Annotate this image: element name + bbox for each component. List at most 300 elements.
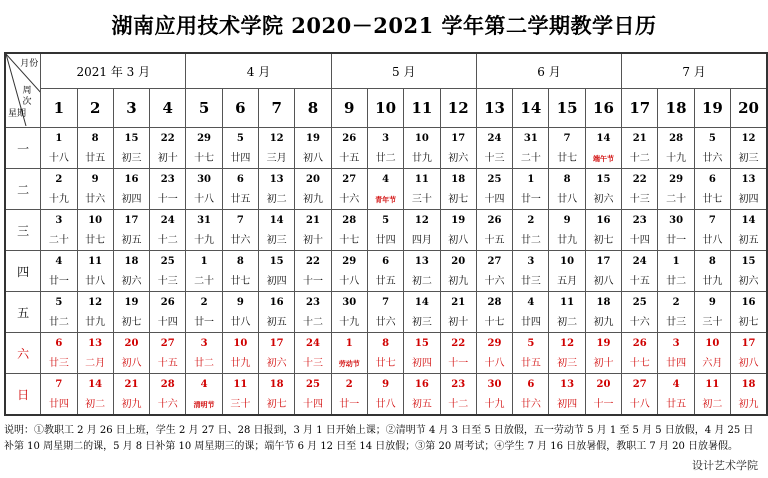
lunar-date: 十四 bbox=[302, 398, 323, 410]
lunar-date: 廿四 bbox=[375, 234, 396, 246]
lunar-date: 廿二 bbox=[666, 275, 687, 287]
gregorian-date: 17 bbox=[451, 132, 466, 144]
lunar-date: 初十 bbox=[593, 357, 614, 369]
day-cell bbox=[222, 128, 258, 169]
lunar-date: 廿八 bbox=[702, 234, 723, 246]
day-cell bbox=[658, 292, 694, 333]
day-cell bbox=[513, 210, 549, 251]
gregorian-date: 7 bbox=[236, 214, 244, 226]
lunar-date: 廿二 bbox=[375, 152, 396, 164]
gregorian-date: 15 bbox=[596, 173, 611, 185]
gregorian-date: 13 bbox=[414, 255, 429, 267]
day-cell bbox=[731, 169, 767, 210]
day-cell bbox=[222, 210, 258, 251]
lunar-date: 十九 bbox=[484, 398, 505, 410]
day-cell bbox=[331, 374, 367, 416]
lunar-date: 初四 bbox=[738, 193, 759, 205]
day-cell bbox=[658, 210, 694, 251]
lunar-date: 初六 bbox=[121, 275, 142, 287]
day-cell bbox=[222, 292, 258, 333]
gregorian-date: 22 bbox=[306, 255, 320, 267]
festival-label: 清明节 bbox=[193, 399, 215, 409]
lunar-date: 二十 bbox=[194, 275, 215, 287]
gregorian-date: 21 bbox=[632, 132, 647, 144]
gregorian-date: 15 bbox=[269, 255, 284, 267]
gregorian-date: 23 bbox=[632, 214, 647, 226]
day-cell bbox=[295, 210, 331, 251]
day-cell bbox=[658, 128, 694, 169]
lunar-date: 初二 bbox=[702, 398, 723, 410]
gregorian-date: 9 bbox=[708, 296, 716, 308]
day-cell bbox=[77, 210, 113, 251]
lunar-date: 廿七 bbox=[557, 152, 578, 164]
lunar-date: 初四 bbox=[411, 357, 432, 369]
lunar-date: 初九 bbox=[448, 275, 469, 287]
gregorian-date: 6 bbox=[527, 378, 535, 390]
day-cell bbox=[186, 374, 222, 416]
lunar-date: 十二 bbox=[629, 152, 650, 164]
day-cell bbox=[150, 333, 186, 374]
gregorian-date: 4 bbox=[382, 173, 390, 185]
lunar-date: 十二 bbox=[448, 398, 469, 410]
day-cell bbox=[404, 169, 440, 210]
lunar-date: 廿五 bbox=[666, 398, 687, 410]
day-cell bbox=[77, 292, 113, 333]
lunar-date: 廿七 bbox=[230, 275, 251, 287]
day-cell bbox=[440, 128, 476, 169]
day-cell bbox=[731, 210, 767, 251]
day-cell bbox=[295, 374, 331, 416]
lunar-date: 初五 bbox=[266, 316, 287, 328]
lunar-date: 初八 bbox=[302, 152, 323, 164]
day-cell bbox=[476, 169, 512, 210]
lunar-date: 十六 bbox=[339, 193, 360, 205]
gregorian-date: 26 bbox=[487, 214, 502, 226]
lunar-date: 初二 bbox=[85, 398, 106, 410]
month-header: 5 月 bbox=[331, 53, 476, 89]
gregorian-date: 5 bbox=[527, 337, 535, 349]
day-cell bbox=[367, 333, 403, 374]
gregorian-date: 21 bbox=[306, 214, 320, 226]
lunar-date: 四月 bbox=[411, 234, 432, 246]
lunar-date: 十五 bbox=[339, 152, 360, 164]
day-cell bbox=[259, 128, 295, 169]
day-cell bbox=[622, 333, 658, 374]
gregorian-date: 28 bbox=[342, 214, 357, 226]
lunar-date: 廿二 bbox=[520, 234, 541, 246]
weekday-label: 二 bbox=[5, 169, 41, 210]
lunar-date: 廿五 bbox=[375, 275, 396, 287]
weekday-label: 日 bbox=[5, 374, 41, 416]
day-cell bbox=[549, 128, 585, 169]
lunar-date: 廿三 bbox=[666, 316, 687, 328]
day-cell bbox=[694, 128, 730, 169]
day-cell bbox=[549, 169, 585, 210]
lunar-date: 十一 bbox=[157, 193, 178, 205]
lunar-date: 初四 bbox=[266, 275, 287, 287]
gregorian-date: 14 bbox=[596, 132, 611, 144]
gregorian-date: 12 bbox=[269, 132, 284, 144]
gregorian-date: 27 bbox=[342, 173, 357, 185]
gregorian-date: 24 bbox=[487, 132, 502, 144]
day-cell bbox=[222, 251, 258, 292]
lunar-date: 初四 bbox=[557, 398, 578, 410]
day-cell bbox=[731, 374, 767, 416]
gregorian-date: 28 bbox=[669, 132, 684, 144]
lunar-date: 十六 bbox=[629, 316, 650, 328]
gregorian-date: 6 bbox=[236, 173, 244, 185]
lunar-date: 廿八 bbox=[230, 316, 251, 328]
gregorian-date: 29 bbox=[487, 337, 502, 349]
gregorian-date: 29 bbox=[669, 173, 684, 185]
weekday-row bbox=[5, 333, 767, 374]
day-cell bbox=[549, 210, 585, 251]
gregorian-date: 20 bbox=[306, 173, 320, 185]
day-cell bbox=[549, 292, 585, 333]
lunar-date: 十二 bbox=[157, 234, 178, 246]
day-cell bbox=[41, 251, 77, 292]
gregorian-date: 23 bbox=[451, 378, 466, 390]
gregorian-date: 30 bbox=[197, 173, 212, 185]
gregorian-date: 19 bbox=[451, 214, 466, 226]
weekday-row bbox=[5, 251, 767, 292]
gregorian-date: 23 bbox=[160, 173, 175, 185]
week-number: 7 bbox=[259, 89, 295, 128]
lunar-date: 初五 bbox=[738, 234, 759, 246]
day-cell bbox=[41, 292, 77, 333]
lunar-date: 十八 bbox=[484, 357, 505, 369]
gregorian-date: 24 bbox=[160, 214, 175, 226]
day-cell bbox=[404, 292, 440, 333]
lunar-date: 初九 bbox=[593, 316, 614, 328]
gregorian-date: 2 bbox=[345, 378, 353, 390]
gregorian-date: 21 bbox=[124, 378, 139, 390]
gregorian-date: 4 bbox=[200, 378, 208, 390]
day-cell bbox=[186, 210, 222, 251]
gregorian-date: 21 bbox=[451, 296, 466, 308]
gregorian-date: 25 bbox=[306, 378, 320, 390]
day-cell bbox=[513, 128, 549, 169]
corner-week-label: 周次 bbox=[22, 86, 32, 107]
day-cell bbox=[404, 333, 440, 374]
lunar-date: 廿六 bbox=[85, 193, 106, 205]
day-cell bbox=[331, 292, 367, 333]
day-cell bbox=[440, 251, 476, 292]
gregorian-date: 11 bbox=[560, 296, 575, 308]
day-cell bbox=[77, 251, 113, 292]
lunar-date: 廿三 bbox=[520, 275, 541, 287]
lunar-date: 十六 bbox=[484, 275, 505, 287]
gregorian-date: 3 bbox=[672, 337, 680, 349]
day-cell bbox=[331, 251, 367, 292]
gregorian-date: 13 bbox=[88, 337, 103, 349]
day-cell bbox=[367, 128, 403, 169]
lunar-date: 廿一 bbox=[194, 316, 215, 328]
day-cell bbox=[186, 251, 222, 292]
day-cell bbox=[694, 251, 730, 292]
week-number: 13 bbox=[476, 89, 512, 128]
lunar-date: 初六 bbox=[738, 275, 759, 287]
gregorian-date: 28 bbox=[487, 296, 502, 308]
festival-label: 青年节 bbox=[375, 194, 397, 204]
day-cell bbox=[585, 333, 621, 374]
gregorian-date: 8 bbox=[236, 255, 244, 267]
week-number: 17 bbox=[622, 89, 658, 128]
day-cell bbox=[113, 374, 149, 416]
gregorian-date: 15 bbox=[741, 255, 756, 267]
gregorian-date: 26 bbox=[632, 337, 647, 349]
day-cell bbox=[367, 374, 403, 416]
gregorian-date: 24 bbox=[306, 337, 320, 349]
week-number: 15 bbox=[549, 89, 585, 128]
day-cell bbox=[404, 128, 440, 169]
corner-month-label: 月份 bbox=[20, 59, 39, 69]
gregorian-date: 18 bbox=[451, 173, 466, 185]
day-cell bbox=[150, 169, 186, 210]
gregorian-date: 22 bbox=[160, 132, 175, 144]
lunar-date: 十四 bbox=[157, 316, 178, 328]
gregorian-date: 20 bbox=[596, 378, 611, 390]
gregorian-date: 26 bbox=[342, 132, 357, 144]
lunar-date: 廿九 bbox=[557, 234, 578, 246]
day-cell bbox=[658, 333, 694, 374]
day-cell bbox=[585, 128, 621, 169]
gregorian-date: 16 bbox=[269, 296, 284, 308]
gregorian-date: 28 bbox=[160, 378, 175, 390]
gregorian-date: 12 bbox=[414, 214, 429, 226]
lunar-date: 廿九 bbox=[85, 316, 106, 328]
gregorian-date: 2 bbox=[527, 214, 535, 226]
day-cell bbox=[658, 169, 694, 210]
gregorian-date: 29 bbox=[197, 132, 212, 144]
gregorian-date: 2 bbox=[55, 173, 63, 185]
lunar-date: 二十 bbox=[520, 152, 541, 164]
gregorian-date: 8 bbox=[382, 337, 390, 349]
lunar-date: 十一 bbox=[448, 357, 469, 369]
gregorian-date: 26 bbox=[160, 296, 175, 308]
lunar-date: 廿七 bbox=[702, 193, 723, 205]
gregorian-date: 3 bbox=[200, 337, 208, 349]
day-cell bbox=[150, 128, 186, 169]
lunar-date: 廿五 bbox=[85, 152, 106, 164]
gregorian-date: 7 bbox=[563, 132, 571, 144]
gregorian-date: 9 bbox=[236, 296, 244, 308]
lunar-date: 初五 bbox=[411, 398, 432, 410]
lunar-date: 廿八 bbox=[375, 398, 396, 410]
lunar-date: 十七 bbox=[629, 357, 650, 369]
day-cell bbox=[113, 128, 149, 169]
lunar-date: 廿四 bbox=[230, 152, 251, 164]
gregorian-date: 14 bbox=[88, 378, 103, 390]
lunar-date: 十三 bbox=[484, 152, 505, 164]
day-cell bbox=[367, 292, 403, 333]
week-number: 19 bbox=[694, 89, 730, 128]
day-cell bbox=[476, 292, 512, 333]
lunar-date: 十九 bbox=[339, 316, 360, 328]
lunar-date: 初七 bbox=[448, 193, 469, 205]
gregorian-date: 19 bbox=[124, 296, 139, 308]
gregorian-date: 18 bbox=[741, 378, 756, 390]
gregorian-date: 12 bbox=[560, 337, 575, 349]
lunar-date: 初八 bbox=[593, 275, 614, 287]
lunar-date: 十八 bbox=[48, 152, 69, 164]
gregorian-date: 14 bbox=[414, 296, 429, 308]
gregorian-date: 18 bbox=[124, 255, 139, 267]
day-cell bbox=[440, 374, 476, 416]
gregorian-date: 3 bbox=[382, 132, 390, 144]
lunar-date: 初十 bbox=[157, 152, 178, 164]
lunar-date: 初九 bbox=[302, 193, 323, 205]
lunar-date: 初二 bbox=[557, 316, 578, 328]
day-cell bbox=[476, 374, 512, 416]
lunar-date: 廿五 bbox=[230, 193, 251, 205]
gregorian-date: 25 bbox=[632, 296, 647, 308]
lunar-date: 十七 bbox=[484, 316, 505, 328]
gregorian-date: 8 bbox=[91, 132, 99, 144]
lunar-date: 十八 bbox=[339, 275, 360, 287]
lunar-date: 十一 bbox=[302, 275, 323, 287]
lunar-date: 廿四 bbox=[666, 357, 687, 369]
gregorian-date: 13 bbox=[269, 173, 284, 185]
note-line-1: 说明：①教职工 2 月 26 日上班，学生 2 月 27 日、28 日报到，3 月 1 日开始上课；②清明节 4 月 3 日至 5 日放假，五一劳动节 5 月 1 至 5 月 5 日放假，4 月 25 日 bbox=[4, 425, 754, 436]
week-number: 9 bbox=[331, 89, 367, 128]
gregorian-date: 5 bbox=[236, 132, 244, 144]
day-cell bbox=[585, 210, 621, 251]
day-cell bbox=[694, 333, 730, 374]
gregorian-date: 11 bbox=[414, 173, 429, 185]
lunar-date: 初三 bbox=[121, 152, 142, 164]
gregorian-date: 6 bbox=[55, 337, 63, 349]
day-cell bbox=[585, 374, 621, 416]
lunar-date: 三十 bbox=[702, 316, 723, 328]
day-cell bbox=[77, 374, 113, 416]
gregorian-date: 7 bbox=[55, 378, 63, 390]
day-cell bbox=[186, 128, 222, 169]
gregorian-date: 19 bbox=[596, 337, 611, 349]
gregorian-date: 8 bbox=[563, 173, 571, 185]
day-cell bbox=[150, 210, 186, 251]
lunar-date: 初六 bbox=[593, 193, 614, 205]
gregorian-date: 15 bbox=[124, 132, 139, 144]
day-cell bbox=[41, 169, 77, 210]
gregorian-date: 23 bbox=[306, 296, 320, 308]
day-cell bbox=[440, 210, 476, 251]
lunar-date: 二月 bbox=[85, 357, 106, 369]
gregorian-date: 29 bbox=[342, 255, 357, 267]
lunar-date: 初十 bbox=[448, 316, 469, 328]
lunar-date: 十五 bbox=[484, 234, 505, 246]
day-cell bbox=[331, 128, 367, 169]
weekday-label: 六 bbox=[5, 333, 41, 374]
lunar-date: 初三 bbox=[411, 316, 432, 328]
lunar-date: 十九 bbox=[666, 152, 687, 164]
week-number: 3 bbox=[113, 89, 149, 128]
week-number: 4 bbox=[150, 89, 186, 128]
gregorian-date: 3 bbox=[55, 214, 63, 226]
lunar-date: 十四 bbox=[629, 234, 650, 246]
lunar-date: 初十 bbox=[302, 234, 323, 246]
lunar-date: 廿六 bbox=[230, 234, 251, 246]
day-cell bbox=[295, 128, 331, 169]
day-cell bbox=[622, 251, 658, 292]
day-cell bbox=[113, 251, 149, 292]
lunar-date: 二十 bbox=[666, 193, 687, 205]
week-number: 6 bbox=[222, 89, 258, 128]
day-cell bbox=[113, 210, 149, 251]
lunar-date: 初七 bbox=[593, 234, 614, 246]
lunar-date: 廿四 bbox=[48, 398, 69, 410]
day-cell bbox=[585, 292, 621, 333]
lunar-date: 十八 bbox=[194, 193, 215, 205]
notes bbox=[4, 423, 754, 455]
gregorian-date: 13 bbox=[560, 378, 575, 390]
day-cell bbox=[222, 169, 258, 210]
week-number: 11 bbox=[404, 89, 440, 128]
week-number: 12 bbox=[440, 89, 476, 128]
day-cell bbox=[549, 251, 585, 292]
lunar-date: 十七 bbox=[339, 234, 360, 246]
day-cell bbox=[658, 251, 694, 292]
gregorian-date: 4 bbox=[55, 255, 63, 267]
day-cell bbox=[513, 333, 549, 374]
day-cell bbox=[513, 374, 549, 416]
gregorian-date: 6 bbox=[708, 173, 716, 185]
festival-label: 劳动节 bbox=[338, 358, 360, 368]
lunar-date: 廿九 bbox=[230, 357, 251, 369]
lunar-date: 三十 bbox=[411, 193, 432, 205]
day-cell bbox=[113, 333, 149, 374]
day-cell bbox=[77, 333, 113, 374]
gregorian-date: 1 bbox=[200, 255, 208, 267]
day-cell bbox=[549, 333, 585, 374]
lunar-date: 初四 bbox=[121, 193, 142, 205]
lunar-date: 初七 bbox=[266, 398, 287, 410]
lunar-date: 初八 bbox=[738, 357, 759, 369]
day-cell bbox=[295, 169, 331, 210]
gregorian-date: 24 bbox=[632, 255, 647, 267]
lunar-date: 初五 bbox=[121, 234, 142, 246]
lunar-date: 廿五 bbox=[520, 357, 541, 369]
gregorian-date: 5 bbox=[708, 132, 716, 144]
lunar-date: 廿一 bbox=[48, 275, 69, 287]
gregorian-date: 22 bbox=[451, 337, 466, 349]
day-cell bbox=[186, 333, 222, 374]
gregorian-date: 5 bbox=[55, 296, 63, 308]
lunar-date: 十九 bbox=[194, 234, 215, 246]
lunar-date: 十三 bbox=[157, 275, 178, 287]
gregorian-date: 30 bbox=[669, 214, 684, 226]
lunar-date: 十五 bbox=[157, 357, 178, 369]
month-header: 7 月 bbox=[622, 53, 767, 89]
lunar-date: 十九 bbox=[48, 193, 69, 205]
day-cell bbox=[549, 374, 585, 416]
day-cell bbox=[513, 251, 549, 292]
lunar-date: 初七 bbox=[738, 316, 759, 328]
gregorian-date: 19 bbox=[306, 132, 320, 144]
day-cell bbox=[513, 292, 549, 333]
day-cell bbox=[150, 374, 186, 416]
day-cell bbox=[476, 333, 512, 374]
gregorian-date: 7 bbox=[708, 214, 716, 226]
lunar-date: 初二 bbox=[266, 193, 287, 205]
gregorian-date: 27 bbox=[160, 337, 175, 349]
gregorian-date: 31 bbox=[523, 132, 538, 144]
gregorian-date: 11 bbox=[233, 378, 248, 390]
lunar-date: 初七 bbox=[121, 316, 142, 328]
gregorian-date: 15 bbox=[414, 337, 429, 349]
gregorian-date: 7 bbox=[382, 296, 390, 308]
gregorian-date: 30 bbox=[342, 296, 357, 308]
